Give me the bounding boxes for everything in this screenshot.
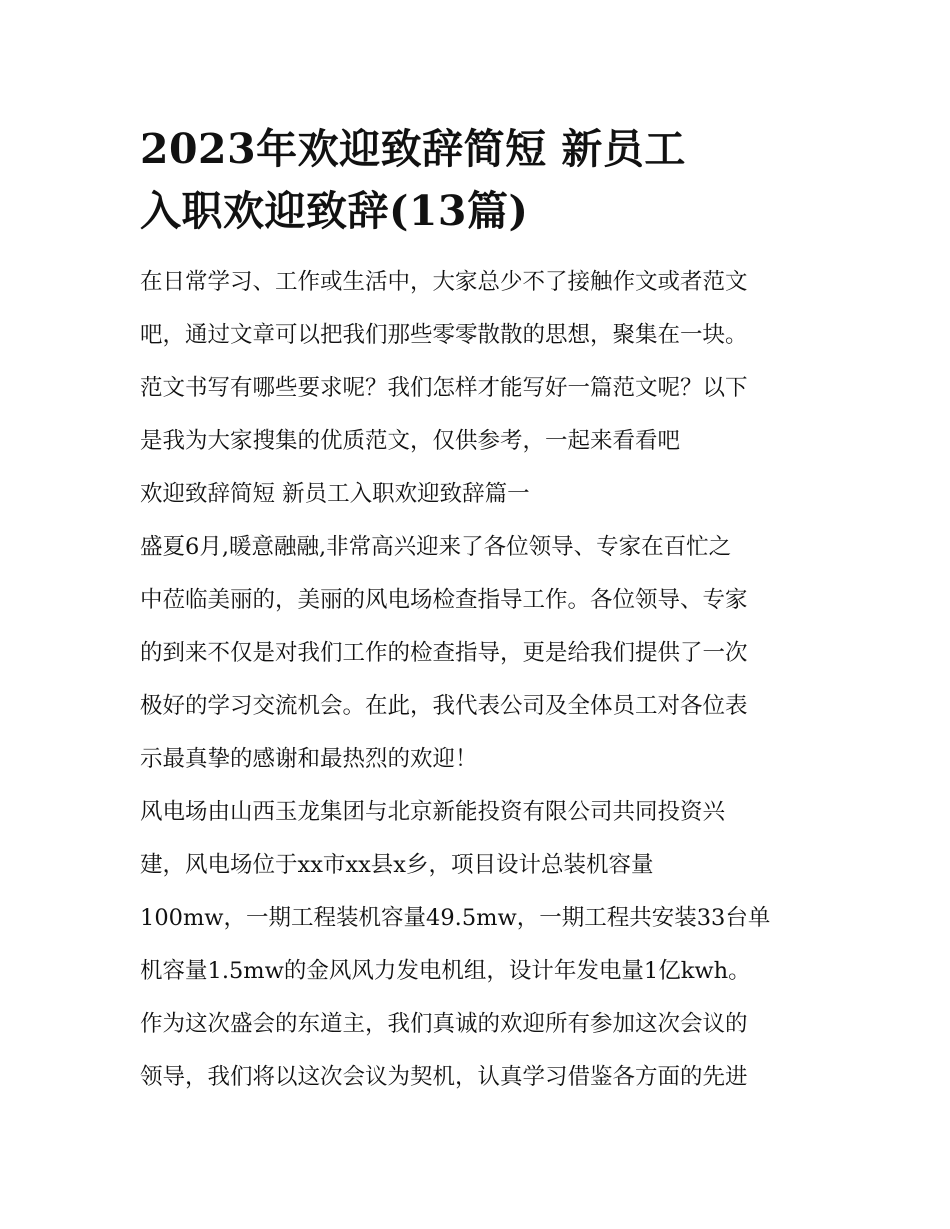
body-line: 机容量1.5mw的金风风力发电机组，设计年发电量1亿kwh。 bbox=[140, 958, 751, 984]
body-line: 盛夏6月,暖意融融,非常高兴迎来了各位领导、专家在百忙之 bbox=[140, 534, 732, 560]
body-line: 极好的学习交流机会。在此，我代表公司及全体员工对各位表 bbox=[140, 693, 748, 719]
body-line: 的到来不仅是对我们工作的检查指导，更是给我们提供了一次 bbox=[140, 640, 748, 666]
document-title bbox=[140, 118, 820, 242]
document-body bbox=[140, 256, 820, 1104]
body-line: 中莅临美丽的，美丽的风电场检查指导工作。各位领导、专家 bbox=[140, 587, 748, 613]
body-line: 范文书写有哪些要求呢？我们怎样才能写好一篇范文呢？以下 bbox=[140, 375, 748, 401]
body-line: 风电场由山西玉龙集团与北京新能投资有限公司共同投资兴 bbox=[140, 799, 726, 825]
body-line: 100mw，一期工程装机容量49.5mw，一期工程共安装33台单 bbox=[140, 905, 771, 931]
body-line: 示最真挚的感谢和最热烈的欢迎！ bbox=[140, 746, 478, 772]
body-line: 吧，通过文章可以把我们那些零零散散的思想，聚集在一块。 bbox=[140, 322, 748, 348]
section-heading: 欢迎致辞简短 新员工入职欢迎致辞篇一 bbox=[140, 481, 530, 507]
body-line: 作为这次盛会的东道主，我们真诚的欢迎所有参加这次会议的 bbox=[140, 1011, 748, 1037]
title-line: 2023年欢迎致辞简短 新员工 bbox=[140, 125, 686, 173]
body-line: 是我为大家搜集的优质范文，仅供参考，一起来看看吧 bbox=[140, 428, 681, 454]
body-line: 领导，我们将以这次会议为契机，认真学习借鉴各方面的先进 bbox=[140, 1064, 748, 1090]
document-content bbox=[140, 118, 820, 1104]
body-line: 建，风电场位于xx市xx县x乡，项目设计总装机容量 bbox=[140, 852, 654, 878]
title-line: 入职欢迎致辞(13篇) bbox=[140, 187, 529, 235]
body-line: 在日常学习、工作或生活中，大家总少不了接触作文或者范文 bbox=[140, 269, 748, 295]
